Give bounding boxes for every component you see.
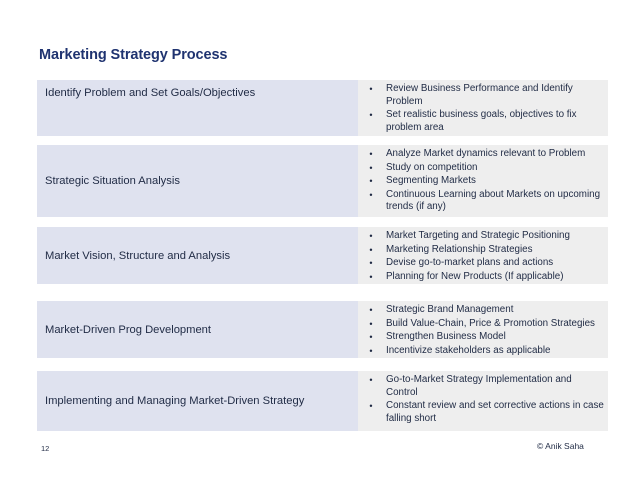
list-item: • Build Value-Chain, Price & Promotion Strategies — [364, 318, 604, 331]
bullet-icon: • — [369, 149, 373, 159]
step-label-2: Strategic Situation Analysis — [37, 145, 358, 217]
step-details-3 — [358, 227, 608, 284]
list-item: • Marketing Relationship Strategies — [364, 244, 604, 257]
list-item: • Study on competition — [364, 162, 604, 175]
bullet-icon: • — [369, 305, 373, 315]
bullet-list — [364, 374, 604, 425]
step-label-3: Market Vision, Structure and Analysis — [37, 227, 358, 284]
bullet-icon: • — [369, 345, 373, 356]
list-item: • Review Business Performance and Identify Problem — [364, 83, 604, 108]
list-item: • Market Targeting and Strategic Positioning — [364, 230, 604, 243]
copyright-notice: © Anik Saha — [537, 441, 584, 451]
page-number: 12 — [41, 444, 50, 453]
bullet-icon: • — [369, 375, 373, 385]
bullet-icon: • — [369, 244, 373, 255]
bullet-icon: • — [369, 84, 373, 94]
bullet-icon: • — [369, 258, 373, 268]
list-item: • Segmenting Markets — [364, 175, 604, 188]
list-item: • Strengthen Business Model — [364, 331, 604, 344]
step-details-4 — [358, 301, 608, 358]
bullet-icon: • — [369, 189, 373, 200]
bullet-list — [364, 148, 604, 214]
list-item: • Continuous Learning about Markets on upcoming trends (if any) — [364, 189, 604, 214]
list-item: • Constant review and set corrective actions in case falling short — [364, 400, 604, 425]
list-item: • Set realistic business goals, objectives to fix problem area — [364, 109, 604, 134]
step-label-5: Implementing and Managing Market-Driven Strategy — [37, 371, 358, 431]
bullet-list — [364, 83, 604, 134]
bullet-icon: • — [369, 110, 373, 120]
process-row-2 — [37, 145, 608, 217]
bullet-icon: • — [369, 162, 373, 173]
bullet-list — [364, 304, 604, 357]
list-item: • Analyze Market dynamics relevant to Problem — [364, 148, 604, 161]
bullet-list — [364, 230, 604, 283]
step-details-5 — [358, 371, 608, 431]
bullet-icon: • — [369, 231, 373, 241]
step-label-4: Market-Driven Prog Development — [37, 301, 358, 358]
step-details-1 — [358, 80, 608, 136]
process-row-3 — [37, 227, 608, 284]
step-label-1: Identify Problem and Set Goals/Objectives — [37, 80, 358, 136]
bullet-icon: • — [369, 332, 373, 342]
list-item: • Devise go-to-market plans and actions — [364, 257, 604, 270]
bullet-icon: • — [369, 401, 373, 411]
list-item: • Go-to-Market Strategy Implementation and Control — [364, 374, 604, 399]
process-row-1 — [37, 80, 608, 136]
list-item: • Incentivize stakeholders as applicable — [364, 345, 604, 358]
page-title: Marketing Strategy Process — [39, 47, 228, 63]
list-item: • Planning for New Products (If applicable) — [364, 271, 604, 284]
bullet-icon: • — [369, 176, 373, 186]
step-details-2 — [358, 145, 608, 217]
bullet-icon: • — [369, 271, 373, 282]
process-row-4 — [37, 301, 608, 358]
bullet-icon: • — [369, 318, 373, 329]
list-item: • Strategic Brand Management — [364, 304, 604, 317]
process-row-5 — [37, 371, 608, 431]
